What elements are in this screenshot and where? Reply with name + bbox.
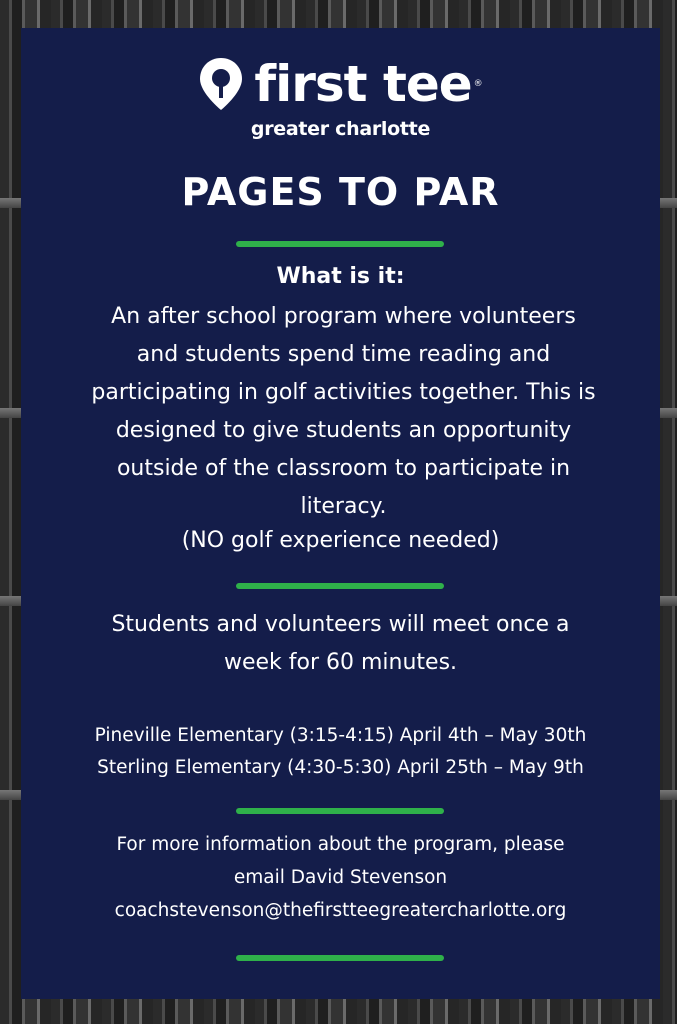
meeting-line: week for 60 minutes. xyxy=(223,650,458,675)
description-line: designed to give students an opportunity xyxy=(115,418,572,443)
contact-line: email David Stevenson xyxy=(233,867,448,888)
no-experience-note: (NO golf experience needed) xyxy=(181,528,500,553)
green-divider xyxy=(236,583,444,589)
what-heading: What is it: xyxy=(276,264,405,289)
description-line: participating in golf activities together. This is xyxy=(91,380,596,405)
description-line: and students spend time reading and xyxy=(136,342,551,367)
first-tee-logo xyxy=(21,56,660,112)
chapter-name: greater charlotte xyxy=(250,118,431,140)
brand-name: first tee xyxy=(254,55,472,113)
description-line: literacy. xyxy=(300,494,387,519)
green-divider xyxy=(236,808,444,814)
green-divider xyxy=(236,955,444,961)
contact-email[interactable]: coachstevenson@thefirstteegreatercharlotte.org xyxy=(114,900,567,921)
page-title: PAGES TO PAR xyxy=(181,170,500,214)
what-description xyxy=(27,298,660,526)
registered-mark: ® xyxy=(473,79,483,89)
meeting-info xyxy=(21,606,660,682)
schedule xyxy=(21,720,660,784)
contact-line: For more information about the program, please xyxy=(116,834,565,855)
flyer-panel xyxy=(21,28,660,999)
meeting-line: Students and volunteers will meet once a xyxy=(111,612,570,637)
contact-info xyxy=(21,828,660,927)
location-pin-icon xyxy=(198,56,244,112)
description-line: An after school program where volunteers xyxy=(111,304,576,329)
schedule-item-pineville: Pineville Elementary (3:15-4:15) April 4th – May 30th xyxy=(94,725,587,746)
description-line: outside of the classroom to participate in xyxy=(116,456,571,481)
schedule-item-sterling: Sterling Elementary (4:30-5:30) April 25th – May 9th xyxy=(97,757,584,778)
green-divider xyxy=(236,241,444,247)
